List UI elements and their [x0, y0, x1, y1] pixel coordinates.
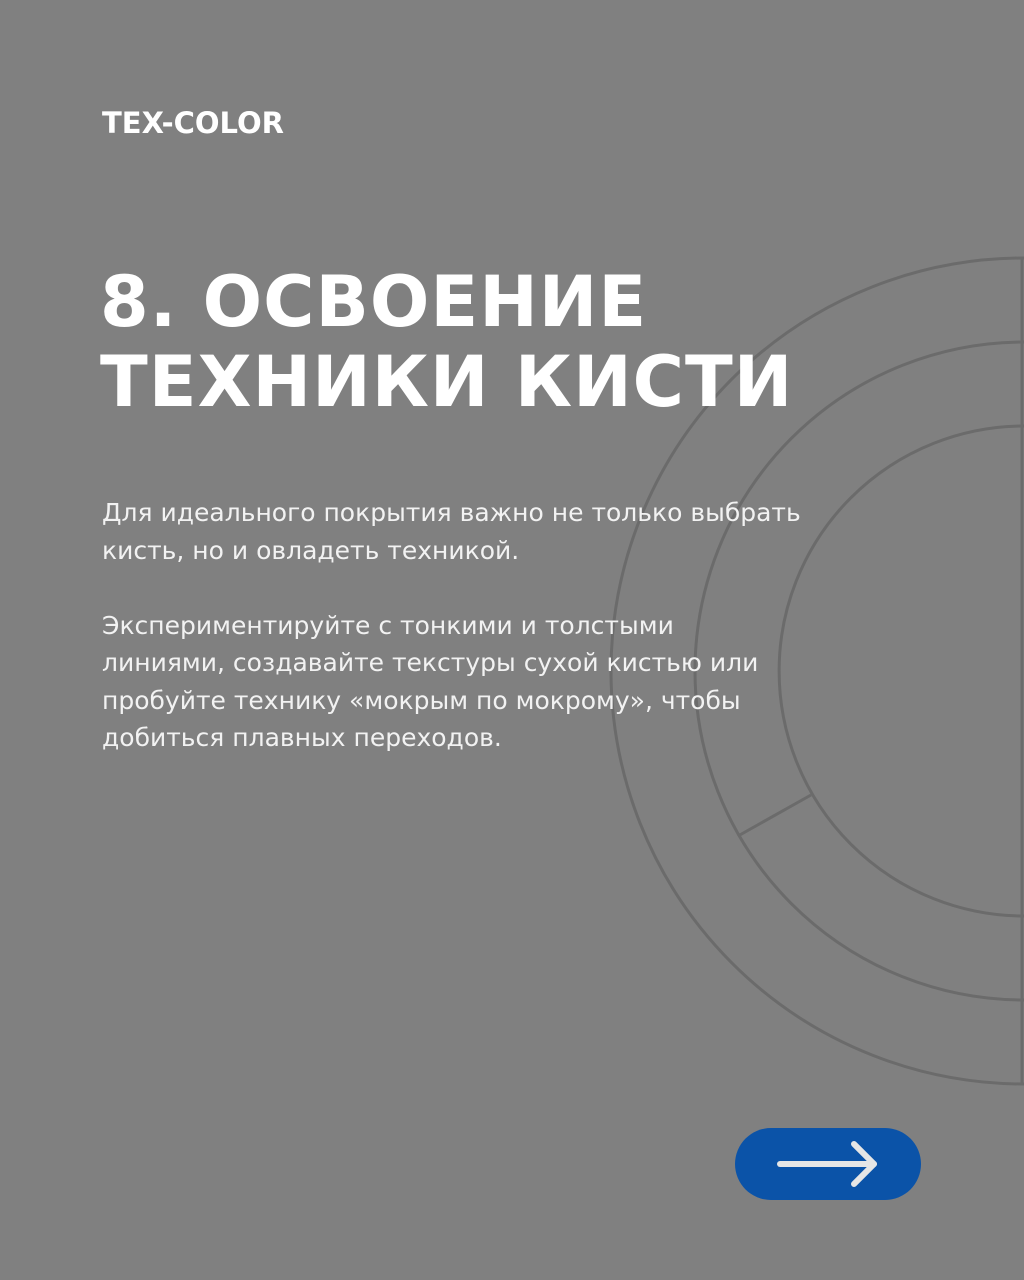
title-line-2: ТЕХНИКИ КИСТИ	[100, 341, 794, 423]
title-line-1: 8. ОСВОЕНИЕ	[100, 261, 648, 343]
body-text	[102, 494, 802, 757]
page-title	[100, 262, 900, 422]
paragraph-2: Экспериментируйте с тонкими и толстыми линиями, создавайте текстуры сухой кистью или пробуйте технику «мокрым по мокрому», чтобы добиться плавных переходов.	[102, 610, 759, 752]
brand-logo-text: TEX-COLOR	[102, 106, 284, 140]
next-button[interactable]	[735, 1128, 921, 1200]
arc-divider	[738, 795, 811, 836]
inner-arc	[779, 426, 1024, 916]
paragraph-1: Для идеального покрытия важно не только выбрать кисть, но и овладеть техникой.	[102, 498, 801, 565]
arrow-right-icon	[776, 1139, 880, 1189]
